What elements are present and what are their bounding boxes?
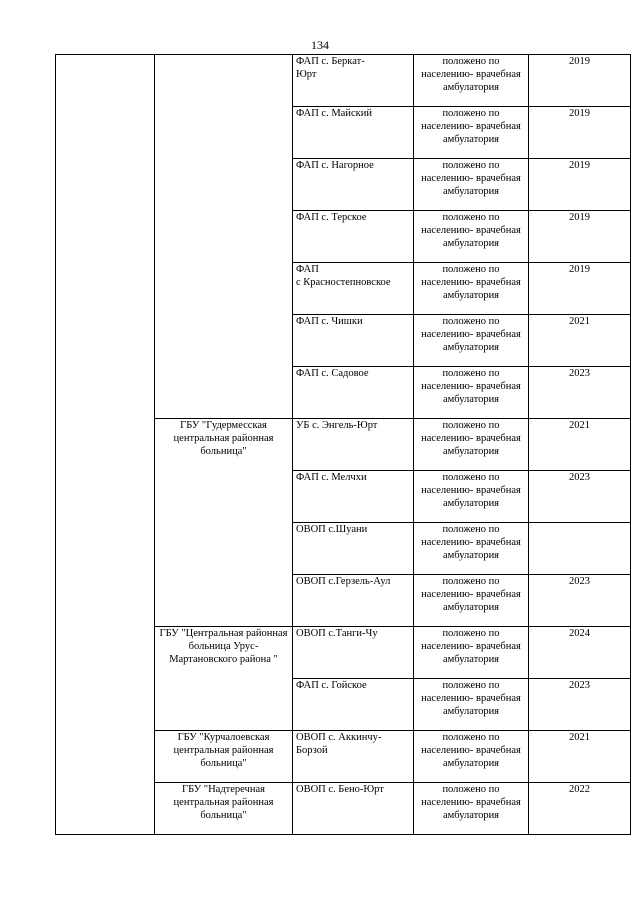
status-cell: положено по населению- врачебная амбулатория: [414, 575, 529, 627]
year-cell: 2019: [529, 211, 631, 263]
status-cell: положено по населению- врачебная амбулатория: [414, 107, 529, 159]
year-cell: 2023: [529, 679, 631, 731]
facility-cell: ФАП с. Нагорное: [293, 159, 414, 211]
year-cell: 2019: [529, 55, 631, 107]
year-cell: 2019: [529, 107, 631, 159]
year-cell: 2021: [529, 315, 631, 367]
status-cell: положено по населению- врачебная амбулатория: [414, 367, 529, 419]
status-cell: положено по населению- врачебная амбулатория: [414, 263, 529, 315]
status-cell: положено по населению- врачебная амбулатория: [414, 783, 529, 835]
organization-cell: [155, 55, 293, 419]
facility-cell: ФАП с. Чишки: [293, 315, 414, 367]
facility-cell: ОВОП с. Бено-Юрт: [293, 783, 414, 835]
table-row: [56, 55, 631, 107]
page-number: 134: [311, 38, 329, 52]
status-cell: положено по населению- врачебная амбулатория: [414, 523, 529, 575]
status-cell: положено по населению- врачебная амбулатория: [414, 627, 529, 679]
facility-cell: ФАП с. Гойское: [293, 679, 414, 731]
facility-cell: ОВОП с.Герзель-Аул: [293, 575, 414, 627]
facility-cell: ОВОП с.Шуани: [293, 523, 414, 575]
organization-cell: ГБУ "Курчалоевская центральная районная больница": [155, 731, 293, 783]
organization-cell: ГБУ "Гудермесская центральная районная больница": [155, 419, 293, 627]
year-cell: 2022: [529, 783, 631, 835]
status-cell: положено по населению- врачебная амбулатория: [414, 159, 529, 211]
organization-cell: ГБУ "Надтеречная центральная районная больница": [155, 783, 293, 835]
year-cell: 2021: [529, 731, 631, 783]
year-cell: 2023: [529, 367, 631, 419]
facility-cell: ФАП с. Терское: [293, 211, 414, 263]
facility-cell: ФАП с. Майский: [293, 107, 414, 159]
year-cell: 2023: [529, 471, 631, 523]
year-cell: 2021: [529, 419, 631, 471]
facility-cell: ФАП с. Беркат- Юрт: [293, 55, 414, 107]
facility-cell: ФАП с. Мелчхи: [293, 471, 414, 523]
status-cell: положено по населению- врачебная амбулатория: [414, 55, 529, 107]
status-cell: положено по населению- врачебная амбулатория: [414, 471, 529, 523]
facilities-table: [55, 54, 631, 835]
year-cell: 2019: [529, 159, 631, 211]
year-cell: 2023: [529, 575, 631, 627]
year-cell: 2019: [529, 263, 631, 315]
status-cell: положено по населению- врачебная амбулатория: [414, 731, 529, 783]
organization-cell: ГБУ "Центральная районная больница Урус-Мартановского района ": [155, 627, 293, 731]
facility-cell: ФАП с Красностепновское: [293, 263, 414, 315]
blank-first-column: [56, 55, 155, 835]
facility-cell: ОВОП с.Танги-Чу: [293, 627, 414, 679]
status-cell: положено по населению- врачебная амбулатория: [414, 419, 529, 471]
status-cell: положено по населению- врачебная амбулатория: [414, 211, 529, 263]
year-cell: [529, 523, 631, 575]
year-cell: 2024: [529, 627, 631, 679]
status-cell: положено по населению- врачебная амбулатория: [414, 315, 529, 367]
facility-cell: ФАП с. Садовое: [293, 367, 414, 419]
facility-cell: УБ с. Энгель-Юрт: [293, 419, 414, 471]
facility-cell: ОВОП с. Аккинчу- Борзой: [293, 731, 414, 783]
status-cell: положено по населению- врачебная амбулатория: [414, 679, 529, 731]
